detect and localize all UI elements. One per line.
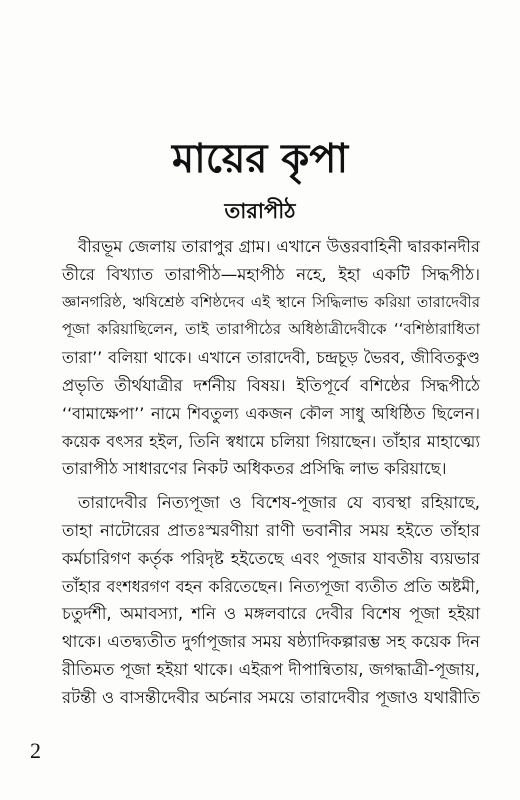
text-line: রটন্তী ও বাসন্তীদেবীর অর্চনার সময়ে তারাদেবীর পূজাও যথারীতি — [62, 687, 480, 707]
chapter-title: মায়ের কৃপা — [171, 136, 349, 182]
paragraph-2 — [62, 489, 480, 711]
body-text — [62, 233, 480, 712]
text-line: চতুর্দশী, অমাবস্যা, শনি ও মঙ্গলবারে দেবীর বিশেষ পূজা হইয়া — [62, 604, 480, 624]
text-line: বীরভূম জেলায় তারাপুর গ্রাম। এখানে উত্তরবাহিনী দ্বারকানদীর — [78, 237, 480, 256]
text-line: কর্মচারিগণ কর্তৃক পরিদৃষ্ট হইতেছে এবং পূজার যাবতীয় ব্যয়ভার — [62, 548, 480, 568]
text-line: তারাদেবীর নিত্যপূজা ও বিশেষ-পূজার যে ব্যবস্থা রহিয়াছে, — [78, 493, 480, 513]
text-line: তারাপীঠ সাধারণের নিকট অধিকতর প্রসিদ্ধি লাভ করিয়াছে। — [62, 459, 447, 479]
text-line: থাকে। এতদ্ব্যতীত দুর্গাপূজার সময় ষষ্ঠ্যাদিকল্পারম্ভ সহ কয়েক দিন — [62, 632, 480, 652]
paragraph-1 — [62, 233, 480, 483]
text-line: পূজা করিয়াছিলেন, তাই তারাপীঠের অধিষ্ঠাত্রীদেবীকে ‘‘বশিষ্ঠারাধিতা — [62, 320, 480, 339]
section-subtitle: তারাপীঠ — [224, 199, 296, 223]
text-line: তাহা নাটোরের প্রাতঃস্মরণীয়া রাণী ভবানীর সময় হইতে তাঁহার — [62, 520, 480, 540]
text-line: তারা’’ বলিয়া থাকে। এখানে তারাদেবী, চন্দ্রচূড় ভৈরব, জীবিতকুণ্ড — [62, 348, 480, 368]
text-line: ‘‘বামাক্ষেপা’’ নামে শিবতুল্য একজন কৌল সাধু অধিষ্ঠিত ছিলেন। — [62, 403, 480, 423]
page-number: 2 — [30, 738, 41, 763]
text-line: জ্ঞানগরিষ্ঠ, ঋষিশ্রেষ্ঠ বশিষ্ঠদেব এই স্থানে সিদ্ধিলাভ করিয়া তারাদেবীর — [62, 292, 480, 311]
text-line: তাঁহার বংশধরগণ বহন করিতেছেন। নিত্যপূজা ব্যতীত প্রতি অষ্টমী, — [62, 576, 480, 596]
text-line: রীতিমত পূজা হইয়া থাকে। এইরূপ দীপান্বিতায়, জগদ্ধাত্রী-পূজায়, — [62, 659, 480, 679]
text-line: কয়েক বৎসর হইল, তিনি স্বধামে চলিয়া গিয়াছেন। তাঁহার মাহাত্ম্যে — [62, 431, 480, 451]
text-line: তীরে বিখ্যাত তারাপীঠ—মহাপীঠ নহে, ইহা একটি সিদ্ধপীঠ। — [62, 264, 480, 284]
text-line: প্রভৃতি তীর্থযাত্রীর দর্শনীয় বিষয়। ইতিপূর্বে বশিষ্ঠের সিদ্ধপীঠে — [62, 375, 480, 395]
